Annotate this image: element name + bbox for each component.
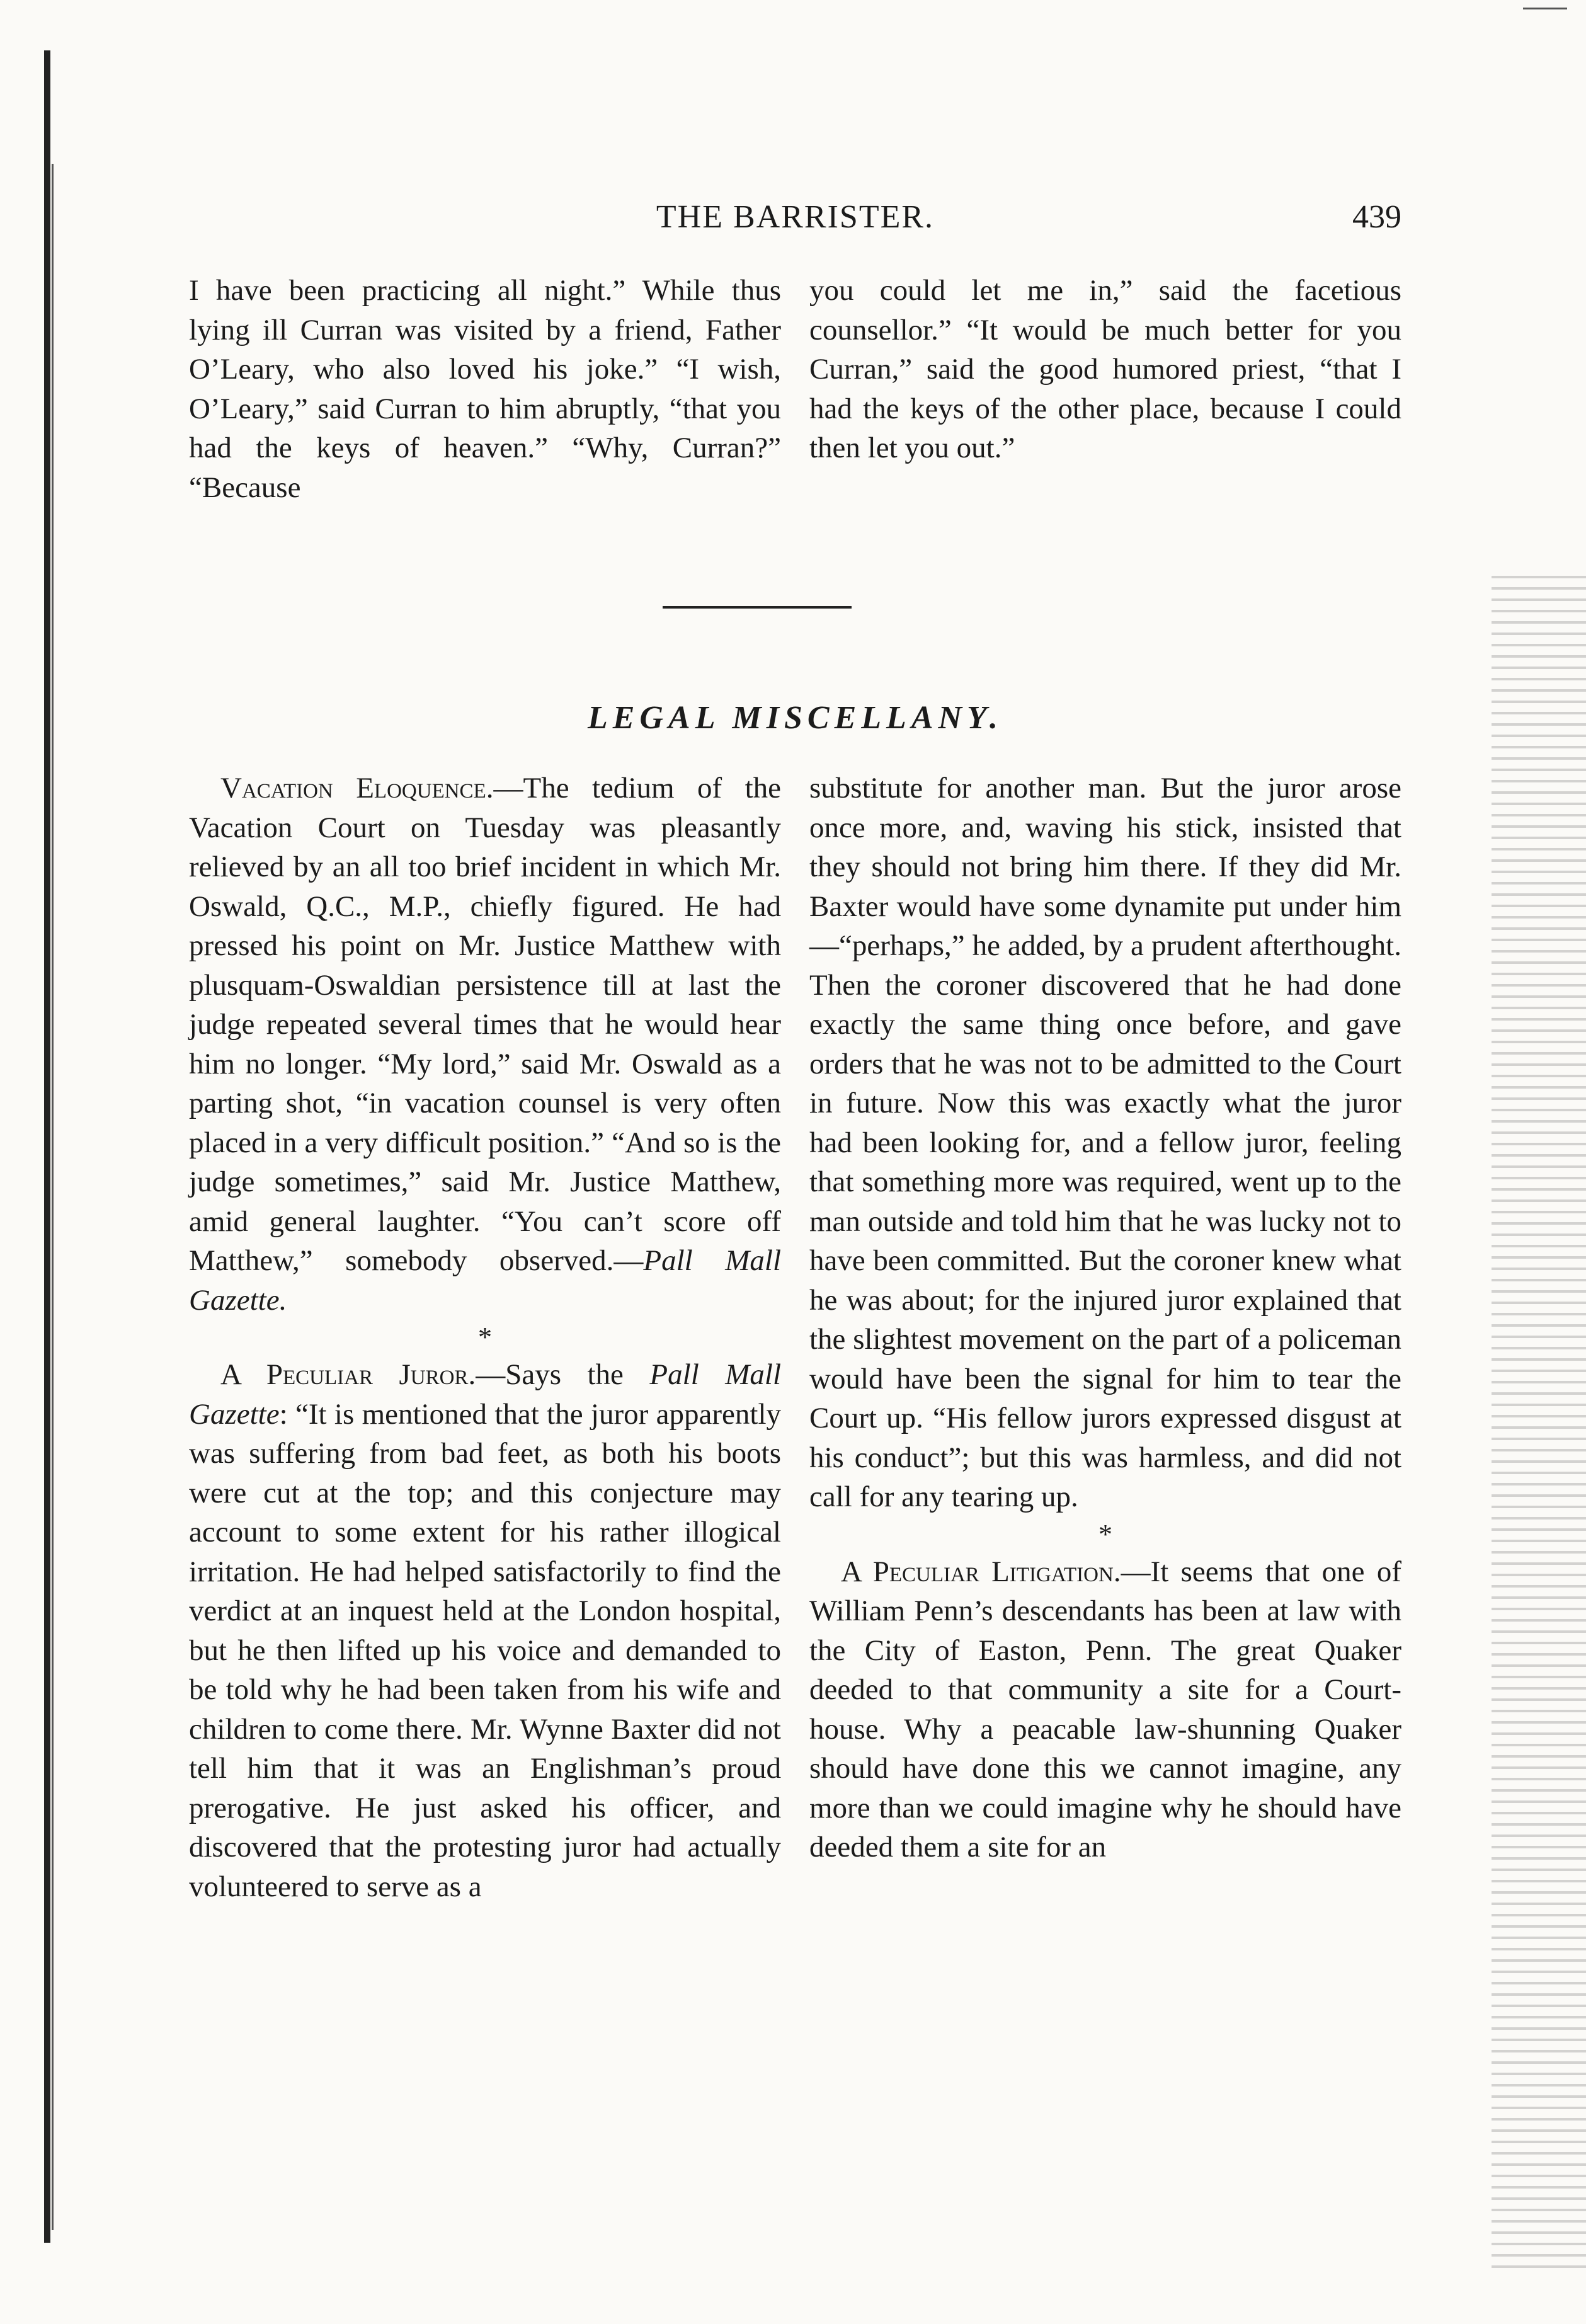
article-peculiar-juror: [189, 1355, 781, 1906]
scan-corner-mark: [1523, 8, 1567, 9]
running-header: [189, 198, 1401, 243]
asterisk-separator: *: [478, 1322, 492, 1353]
running-title: THE BARRISTER.: [656, 199, 935, 235]
curran-anecdote-end-left: I have been practicing all night.” While thus lying ill Curran was visited by a friend, Father O’Leary, who also loved his joke.” “I wish, O’Leary,” said Curran to him abruptly, “that you had the keys of heaven.” “Why, Curran?” “Because: [189, 274, 781, 504]
article-intro: —Says the: [476, 1358, 650, 1391]
article-source: Pall Mall Gazette: [189, 1358, 782, 1431]
article-peculiar-litigation: [809, 1552, 1401, 1867]
top-right-column: [809, 271, 1401, 468]
article-source: Pall Mall Gazette.: [189, 1244, 781, 1317]
article-heading: Vacation Eloquence.: [220, 772, 494, 804]
article-body: —It seems that one of William Penn’s descendants has been at law with the City of Easton, Penn. The great Quaker deeded to that community a site for a Court-house. Why a peacable law-shunning Quaker should have done this we cannot imagine, any more than we could imagine why he should have deeded them a site for an: [809, 1555, 1402, 1863]
left-column: [189, 769, 781, 1906]
top-left-column: [189, 271, 781, 507]
page-number: 439: [1352, 199, 1401, 235]
article-heading: A Peculiar Juror.: [220, 1358, 476, 1391]
scan-margin-noise: [1492, 567, 1586, 2268]
article-vacation-eloquence: [189, 769, 781, 1320]
curran-anecdote-end-right: you could let me in,” said the facetious counsellor.” “It would be much better for you Curran,” said the good humored priest, “that I had the keys of the other place, because I could then let you out.”: [809, 274, 1401, 464]
article-peculiar-juror-continued: substitute for another man. But the juror arose once more, and, waving his stick, insisted that they should not bring him there. If they did Mr. Baxter would have some dynamite put under him—“perhaps,” he added, by a prudent afterthought. Then the coroner discovered that he had done exactly the same thing once before, and gave orders that he was not to be admitted to the Court in future. Now this was exactly what the juror had been looking for, and a fellow juror, feeling that something more was required, went up to the man outside and told him that he was lucky not to have been committed. But the coroner knew what he was about; for the injured juror explained that the slightest movement on the part of a policeman would have been the signal for him to tear the Court up. “His fellow jurors expressed disgust at his conduct”; but this was harmless, and did not call for any tearing up.: [809, 772, 1401, 1513]
article-body: —The tedium of the Vacation Court on Tuesday was pleasantly relieved by an all too brief incident in which Mr. Oswald, Q.C., M.P., chiefly figured. He had pressed his point on Mr. Justice Matthew with plusquam-Oswaldian persistence till at last the judge repeated several times that he would hear him no longer. “My lord,” said Mr. Oswald as a parting shot, “in vacation counsel is very often placed in a very difficult position.” “And so is the judge sometimes,” said Mr. Justice Matthew, amid general laughter. “You can’t score off Matthew,” somebody observed.—: [189, 772, 781, 1277]
asterisk-separator: *: [1098, 1518, 1112, 1550]
article-heading: A Peculiar Litigation.: [841, 1555, 1121, 1588]
section-title: LEGAL MISCELLANY.: [588, 700, 1003, 736]
page-binding-shadow: [52, 164, 54, 2230]
section-divider-rule: [663, 606, 852, 609]
article-body: : “It is mentioned that the juror apparently was suffering from bad feet, as both his boots were cut at the top; and this conjecture may account to some extent for his rather illogical irritation. He had helped satisfactorily to find the verdict at an inquest held at the London hospital, but he then lifted up his voice and demanded to be told why he had been taken from his wife and children to come there. Mr. Wynne Baxter did not tell him that it was an Englishman’s proud prerogative. He just asked his officer, and discovered that the protesting juror had actually volunteered to serve as a: [189, 1397, 781, 1903]
page-binding-edge: [44, 50, 50, 2243]
right-column: [809, 769, 1401, 1867]
